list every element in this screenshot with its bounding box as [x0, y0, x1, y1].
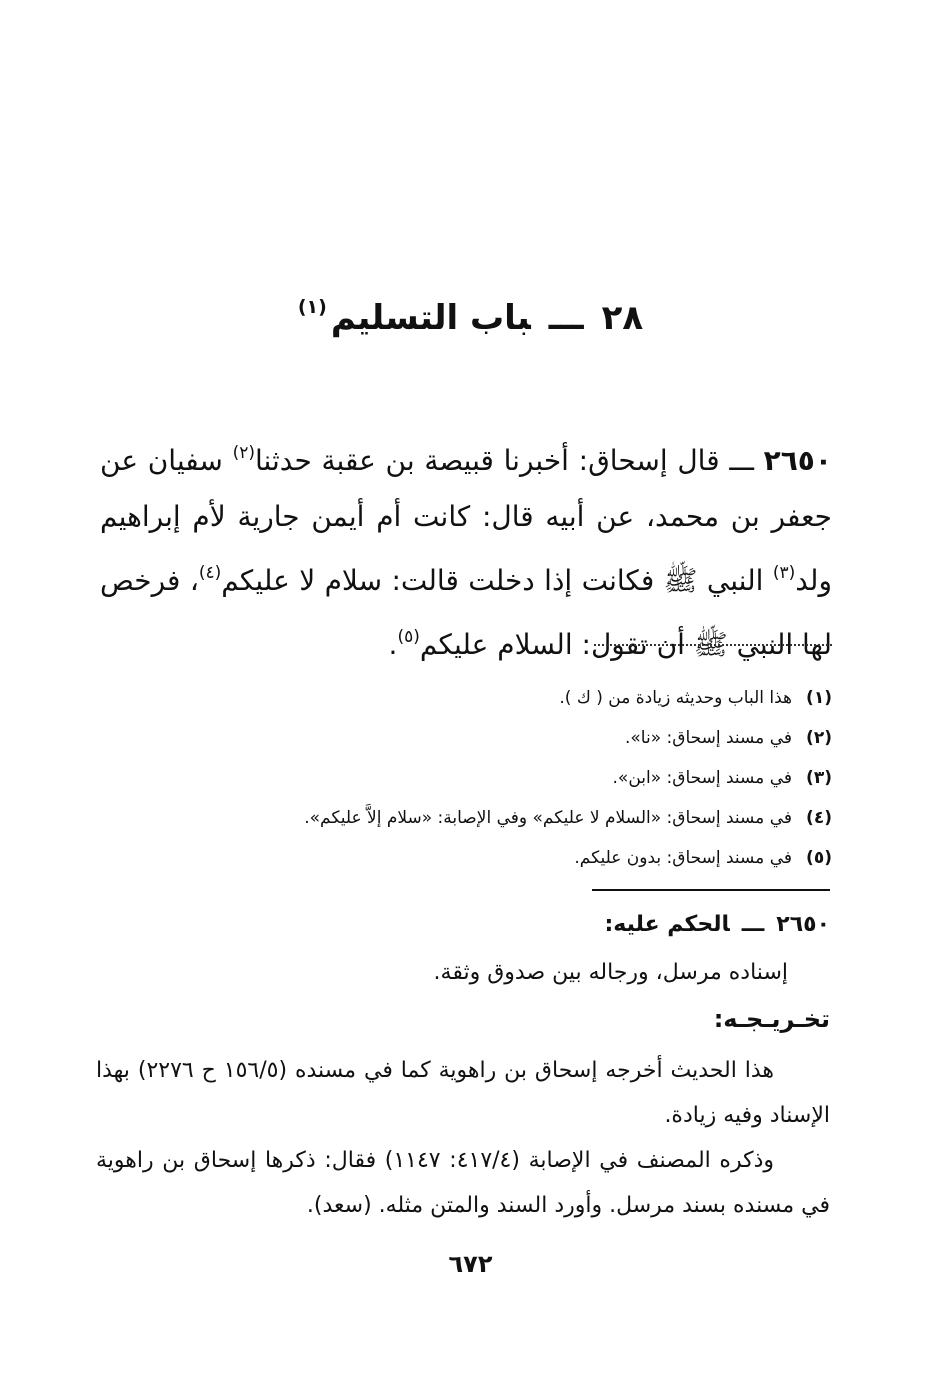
footnote-text: في مسند إسحاق: «السلام لا عليكم» وفي الإصابة: «سلام إلاَّ عليكم». — [304, 808, 792, 828]
footnote-number: (١) — [806, 688, 832, 708]
hadith-dash: ـــ — [729, 444, 754, 477]
footnote-number: (٤) — [806, 808, 832, 828]
hadith-text — [100, 425, 832, 673]
footnote-item — [150, 678, 832, 718]
footnote-number: (٥) — [806, 848, 832, 868]
chapter-dash: ـــ — [548, 298, 584, 338]
chapter-name: باب التسليم — [330, 298, 531, 338]
footnote-text: في مسند إسحاق: «ابن». — [612, 768, 792, 788]
ruling-dash: ـــ — [741, 912, 765, 937]
footnote-item — [150, 758, 832, 798]
footnote-number: (٣) — [806, 768, 832, 788]
ruling-number: ٢٦٥٠ — [776, 912, 830, 937]
footnote-text: هذا الباب وحديثه زيادة من ( ك ). — [559, 688, 792, 708]
footnote-text: في مسند إسحاق: بدون عليكم. — [574, 848, 792, 868]
hadith-part-1: قال إسحاق: أخبرنا قبيصة بن عقبة حدثنا — [255, 444, 720, 477]
footnote-ref-5: (٥) — [397, 627, 420, 647]
takhrij-paragraph-1: هذا الحديث أخرجه إسحاق بن راهوية كما في مسنده (١٥٦/٥ ح ٢٢٧٦) بهذا الإسناد وفيه زيادة. — [96, 1058, 830, 1128]
hadith-number: ٢٦٥٠ — [763, 444, 832, 477]
footnote-separator-dots — [594, 644, 832, 658]
chapter-number: ٢٨ — [601, 298, 644, 338]
hadith-part-5: . — [388, 628, 398, 661]
footnote-ref-3: (٣) — [772, 563, 796, 583]
footnote-ref-4: (٤) — [198, 563, 222, 583]
footnote-item — [150, 838, 832, 878]
chapter-footnote-ref: (١) — [297, 296, 327, 318]
footnote-number: (٢) — [806, 728, 832, 748]
takhrij-paragraph-2: وذكره المصنف في الإصابة (٤١٧/٤: ١١٤٧) فقال: ذكرها إسحاق بن راهوية في مسنده بسند مرسل. وأورد السند والمتن مثله. (سعد). — [96, 1148, 830, 1218]
takhrij-body — [96, 1048, 830, 1228]
footnote-item — [150, 718, 832, 758]
chapter-title — [0, 296, 941, 338]
footnote-item — [150, 798, 832, 838]
footnotes-list — [150, 678, 832, 878]
ruling-text: إسناده مرسل، ورجاله بين صدوق وثقة. — [433, 960, 788, 985]
footnote-text: في مسند إسحاق: «نا». — [625, 728, 792, 748]
footnote-ref-2: (٢) — [232, 443, 256, 463]
hadith-part-3: النبي ﷺ فكانت إذا دخلت قالت: سلام لا عليكم — [221, 564, 773, 597]
hadith-part-2: سفيان عن جعفر بن محمد، عن أبيه قال: كانت أم أيمن جارية لأم إبراهيم ولد — [100, 444, 832, 597]
hadith-part-4: ، فرخص لها النبي ﷺ أن تقول: السلام عليكم — [100, 564, 832, 661]
section-divider — [592, 889, 830, 891]
takhrij-heading: تخـريـجـه: — [713, 1005, 830, 1033]
ruling-heading — [605, 912, 831, 937]
ruling-title: الحكم عليه: — [604, 912, 730, 937]
page-number: ٦٧٢ — [448, 1250, 493, 1278]
